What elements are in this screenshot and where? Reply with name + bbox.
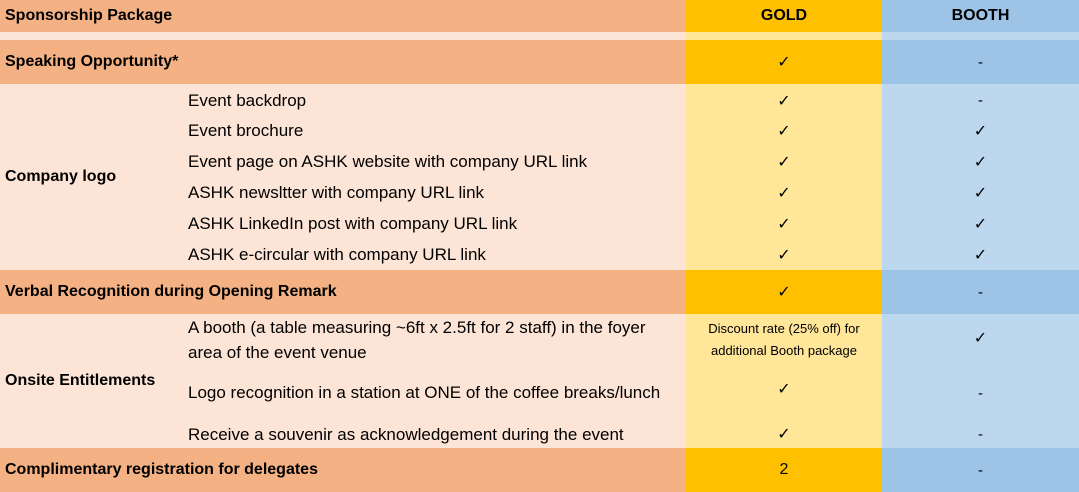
onsite-item-text: Receive a souvenir as acknowledgement during the event [188,424,624,444]
company-logo-label: Company logo [0,84,686,270]
onsite-item-text: A booth (a table measuring ~6ft x 2.5ft for 2 staff) in the foyer area of the event venue [188,318,646,362]
logo-item-gold: ✓ [777,184,791,202]
speaking-gold: ✓ [686,40,882,84]
header-gold: GOLD [686,0,882,32]
logo-item-text: ASHK newsltter with company URL link [188,183,485,202]
logo-item-gold: ✓ [777,153,791,171]
logo-item-text: Event page on ASHK website with company URL link [188,152,588,171]
logo-item-booth: ✓ [973,184,988,202]
logo-item-gold: ✓ [777,122,791,140]
onsite-item-booth: ✓ [973,330,988,347]
logo-item-text: Event brochure [188,121,304,140]
logo-item-booth: - [978,92,983,109]
spacer-booth [882,32,1079,40]
header-package-label: Sponsorship Package [0,0,686,32]
verbal-label: Verbal Recognition during Opening Remark [0,270,686,314]
speaking-label: Speaking Opportunity* [0,40,686,84]
logo-item-gold: ✓ [777,92,791,110]
verbal-gold: ✓ [686,270,882,314]
logo-item-booth: ✓ [973,215,988,233]
logo-item-booth: ✓ [973,122,988,140]
complimentary-label: Complimentary registration for delegates [0,448,686,492]
spacer-gold [686,32,882,40]
logo-item-gold: ✓ [777,246,791,264]
speaking-booth: - [882,40,1079,84]
logo-item-gold: ✓ [777,215,791,233]
logo-item-text: ASHK e-circular with company URL link [188,245,486,264]
onsite-label: Onsite Entitlements [0,314,686,448]
onsite-item-booth: - [978,384,983,402]
spacer-row [0,32,686,40]
complimentary-gold: 2 [686,448,882,492]
onsite-item-text: Logo recognition in a station at ONE of the coffee breaks/lunch [188,382,661,402]
onsite-item-gold: ✓ [777,426,791,443]
header-booth: BOOTH [882,0,1079,32]
logo-item-booth: ✓ [973,246,988,264]
logo-item-booth: ✓ [973,153,988,171]
logo-item-text: ASHK LinkedIn post with company URL link [188,214,518,233]
onsite-item-booth: - [978,425,983,443]
logo-item-text: Event backdrop [188,91,307,110]
onsite-item-gold: ✓ [777,381,791,398]
verbal-booth: - [882,270,1079,314]
onsite-item-gold: Discount rate (25% off) for additional Booth package [708,321,860,358]
complimentary-booth: - [882,448,1079,492]
